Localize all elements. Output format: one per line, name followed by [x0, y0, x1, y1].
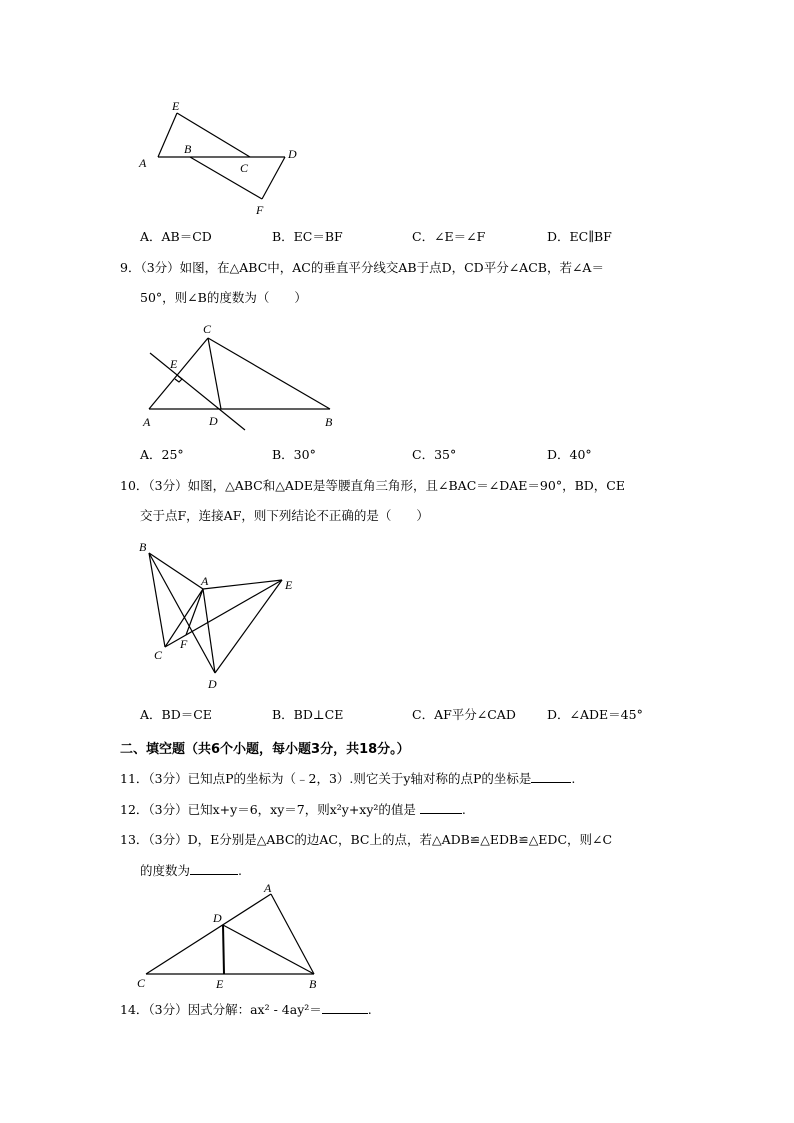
q14-end: . [367, 1002, 372, 1017]
label-b: B [325, 415, 333, 429]
segment-de [223, 925, 224, 974]
q9-option-d: D．40° [547, 447, 592, 462]
segment-df [262, 157, 285, 199]
q8-figure [130, 95, 310, 220]
q13-text: 的度数为 [140, 863, 191, 878]
q12-answer-blank[interactable] [420, 801, 462, 814]
segment-cd [208, 338, 221, 409]
q11-question [120, 770, 575, 787]
label-d: D [209, 414, 218, 428]
label-e: E [285, 578, 293, 592]
label-a: A [139, 156, 147, 170]
label-c: C [154, 648, 163, 662]
q10-stem-line1: 10．（3分）如图，△ABC和△ADE是等腰直角三角形，且∠BAC＝∠DAE＝90°，BD，CE [120, 478, 625, 493]
q8-option-b: B．EC＝BF [272, 229, 343, 244]
label-d: D [208, 677, 217, 691]
q14-question [120, 1001, 372, 1018]
label-c: C [240, 161, 249, 175]
label-b: B [309, 977, 317, 991]
q13-stem-line1: 13．（3分）D，E分别是△ABC的边AC，BC上的点，若△ADB≌△EDB≌△EDC，则∠C [120, 832, 613, 847]
label-a: A [143, 415, 151, 429]
q11-end: . [571, 771, 576, 786]
label-d: D [288, 147, 297, 161]
q13-answer-blank[interactable] [190, 862, 238, 875]
q14-text: 14．（3分）因式分解：ax² - 4ay²＝ [120, 1002, 322, 1017]
q13-end: . [238, 863, 242, 878]
label-a: A [264, 884, 272, 895]
q8-option-a: A．AB＝CD [140, 229, 212, 244]
q9-option-a: A．25° [140, 447, 184, 462]
q10-option-b: B．BD⊥CE [272, 707, 344, 722]
label-e: E [170, 357, 178, 371]
label-b: B [184, 142, 192, 156]
q9-option-c: C．35° [412, 447, 457, 462]
segment-ae [203, 580, 282, 589]
q8-option-c: C．∠E＝∠F [412, 229, 486, 244]
segment-cb [208, 338, 330, 409]
segment-ea [158, 113, 177, 157]
q10-option-c: C．AF平分∠CAD [412, 707, 516, 722]
label-e: E [172, 99, 180, 113]
label-c: C [203, 322, 212, 336]
q10-option-a: A．BD＝CE [140, 707, 212, 722]
q14-answer-blank[interactable] [322, 1001, 368, 1014]
q11-text: 11．（3分）已知点P的坐标为（﹣2，3）.则它关于y轴对称的点P的坐标是 [120, 771, 532, 786]
q11-answer-blank[interactable] [531, 770, 571, 783]
segment-ba [149, 553, 203, 589]
segment-ca [146, 894, 271, 974]
q9-stem-line1: 9．（3分）如图，在△ABC中，AC的垂直平分线交AB于点D，CD平分∠ACB，若∠A＝ [120, 260, 604, 275]
label-f: F [256, 203, 264, 217]
q9-figure [135, 318, 345, 433]
q10-option-d: D．∠ADE＝45° [547, 707, 643, 722]
q10-stem-line2: 交于点F，连接AF，则下列结论不正确的是（ ） [140, 508, 429, 523]
q13-stem-line2 [140, 862, 242, 879]
q13-figure [130, 884, 330, 992]
q9-option-b: B．30° [272, 447, 316, 462]
label-a: A [201, 574, 209, 588]
q8-option-d: D．EC∥BF [547, 229, 612, 244]
label-e: E [216, 977, 224, 991]
label-b: B [139, 540, 147, 554]
q9-stem-line2: 50°，则∠B的度数为（ ） [140, 290, 307, 305]
label-c: C [137, 976, 146, 990]
segment-ad [203, 589, 215, 673]
q12-text: 12．（3分）已知x+y＝6，xy＝7，则x²y+xy²的值是 [120, 802, 416, 817]
segment-ac [149, 338, 208, 409]
label-f: F [180, 637, 188, 651]
q12-end: . [461, 802, 466, 817]
segment-bf [190, 157, 262, 199]
q10-figure [130, 535, 310, 695]
section-fill-in-title: 二、填空题（共6个小题，每小题3分，共18分。） [120, 742, 410, 757]
label-d: D [213, 911, 222, 925]
segment-ed [215, 580, 282, 673]
q12-question [120, 801, 466, 818]
